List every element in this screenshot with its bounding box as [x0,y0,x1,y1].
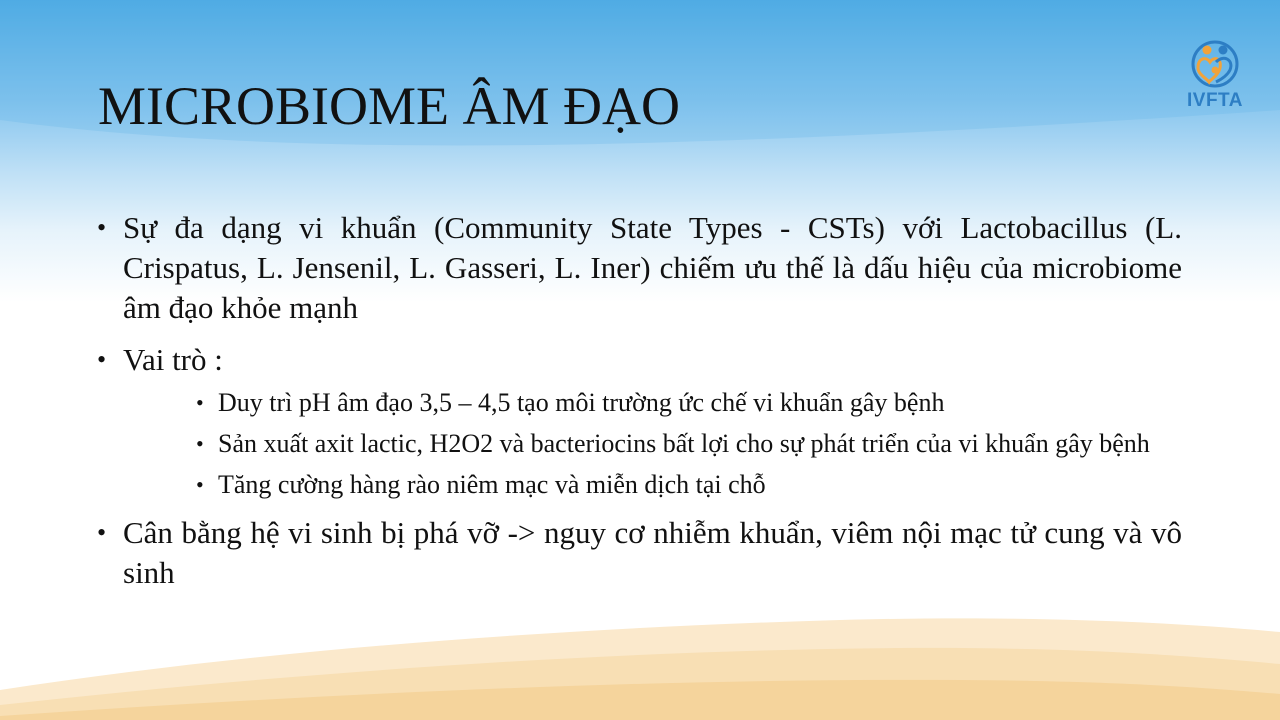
sub-bullet-marker: • [196,472,204,497]
bullet-item [97,513,1182,593]
sub-bullet-text: Duy trì pH âm đạo 3,5 – 4,5 tạo môi trường ức chế vi khuẩn gây bệnh [218,388,945,417]
sub-bullet-marker: • [196,390,204,415]
sub-bullet-text: Tăng cường hàng rào niêm mạc và miễn dịch tại chỗ [218,470,766,499]
bullet-text: Cân bằng hệ vi sinh bị phá vỡ -> nguy cơ nhiễm khuẩn, viêm nội mạc tử cung và vô sinh [123,515,1182,590]
bullet-text: Sự đa dạng vi khuẩn (Community State Types - CSTs) với Lactobacillus (L. Crispatus, L. Jensenil, L. Gasseri, L. Iner) chiếm ưu thế là dấu hiệu của microbiome âm đạo khỏe mạnh [123,210,1182,325]
bullet-item [97,340,1182,501]
sub-bullet-item [196,427,1182,460]
sub-bullet-item [196,468,1182,501]
sub-bullet-text: Sản xuất axit lactic, H2O2 và bacteriocins bất lợi cho sự phát triển của vi khuẩn gây bệnh [218,429,1150,458]
sub-bullet-list [123,386,1182,501]
bullet-text: Vai trò : [123,342,223,377]
family-heart-icon [1172,38,1258,92]
ivfta-logo [1172,38,1262,118]
bullet-marker: • [97,345,107,374]
bullet-item [97,208,1182,328]
sub-bullet-marker: • [196,431,204,456]
bullet-list [97,208,1182,605]
bullet-marker: • [97,213,107,242]
logo-text: IVFTA [1187,90,1243,111]
sub-bullet-item [196,386,1182,419]
slide-title: MICROBIOME ÂM ĐẠO [98,76,681,136]
bullet-marker: • [97,518,107,547]
